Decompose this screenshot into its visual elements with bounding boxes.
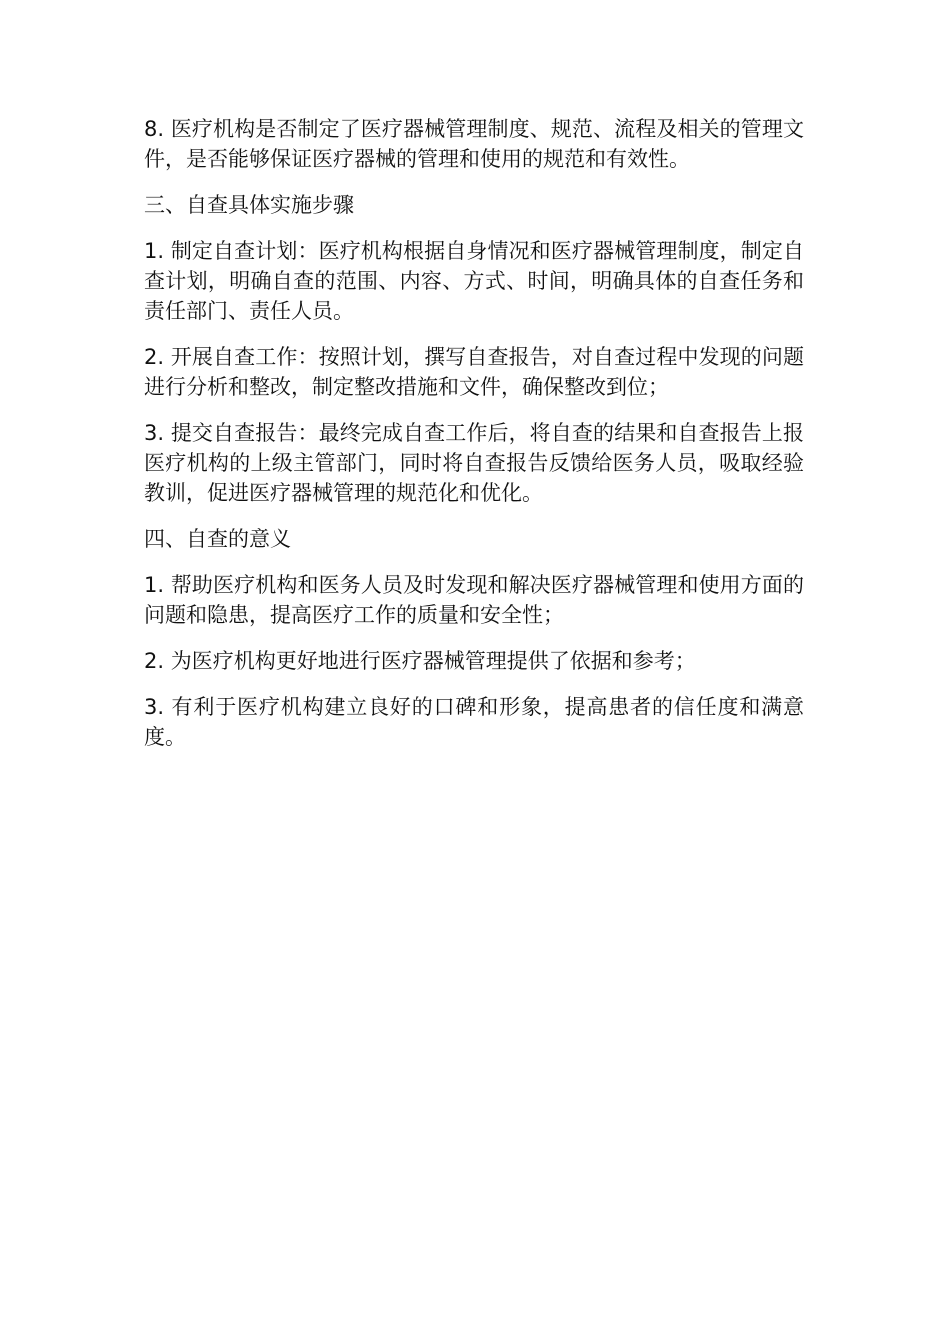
paragraph-step-3: 3. 提交自查报告：最终完成自查工作后，将自查的结果和自查报告上报医疗机构的上级主管部门，同时将自查报告反馈给医务人员，吸取经验教训，促进医疗器械管理的规范化和优化。 xyxy=(144,421,804,505)
paragraph-meaning-1: 1. 帮助医疗机构和医务人员及时发现和解决医疗器械管理和使用方面的问题和隐患，提高医疗工作的质量和安全性； xyxy=(144,573,804,627)
paragraph-meaning-2: 2. 为医疗机构更好地进行医疗器械管理提供了依据和参考； xyxy=(144,649,696,673)
section-heading-4: 四、自查的意义 xyxy=(144,527,291,551)
paragraph-meaning-3: 3. 有利于医疗机构建立良好的口碑和形象，提高患者的信任度和满意度。 xyxy=(144,695,804,749)
paragraph-step-1: 1. 制定自查计划：医疗机构根据自身情况和医疗器械管理制度，制定自查计划，明确自查的范围、内容、方式、时间，明确具体的自查任务和责任部门、责任人员。 xyxy=(144,239,804,323)
paragraph-item-8: 8. 医疗机构是否制定了医疗器械管理制度、规范、流程及相关的管理文件，是否能够保证医疗器械的管理和使用的规范和有效性。 xyxy=(144,117,804,171)
paragraph-step-2: 2. 开展自查工作：按照计划，撰写自查报告，对自查过程中发现的问题进行分析和整改，制定整改措施和文件，确保整改到位； xyxy=(144,345,804,399)
document-body xyxy=(144,114,804,768)
section-heading-3: 三、自查具体实施步骤 xyxy=(144,193,354,217)
